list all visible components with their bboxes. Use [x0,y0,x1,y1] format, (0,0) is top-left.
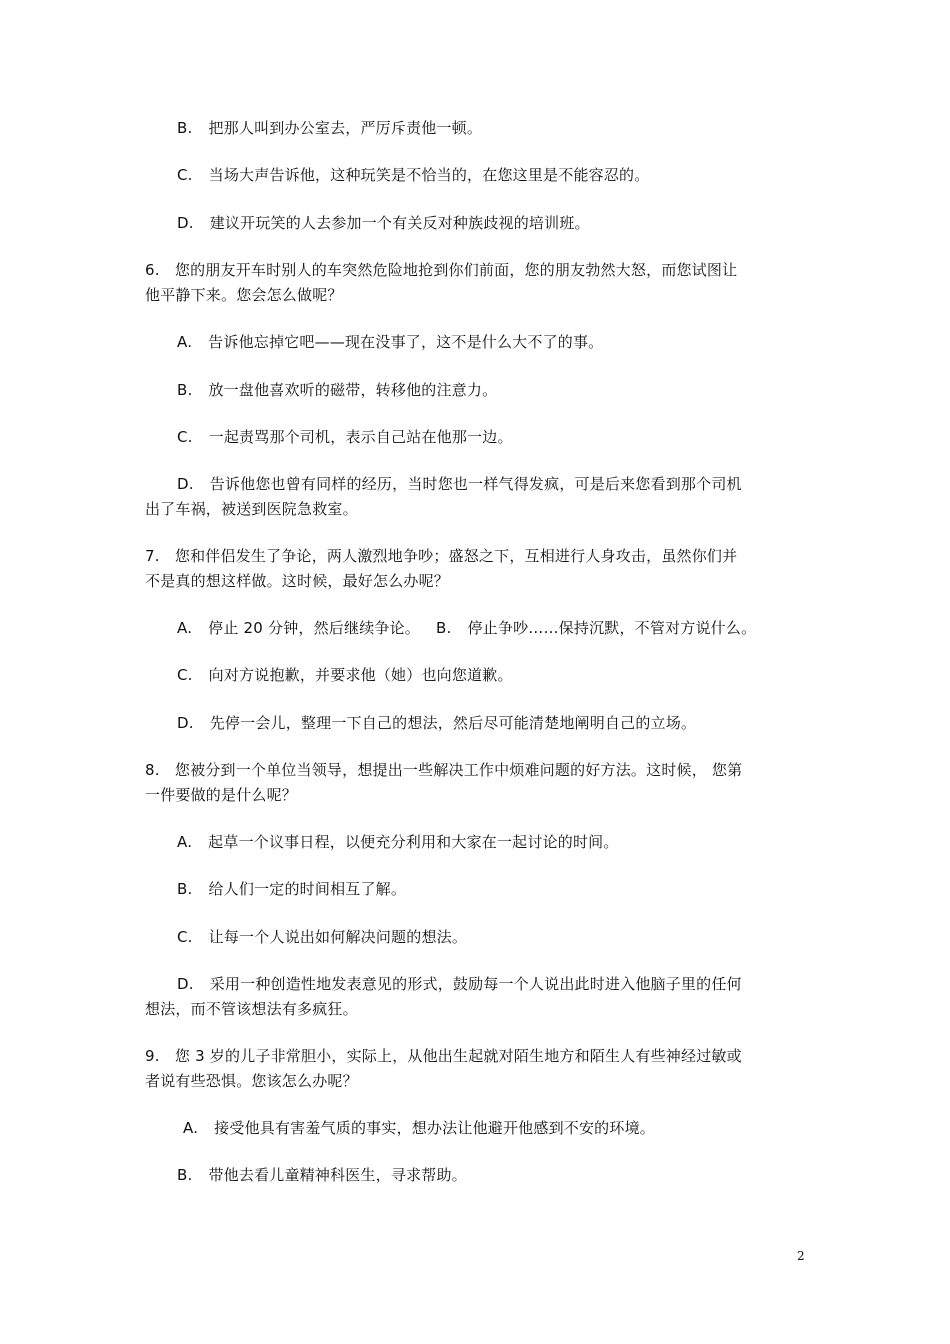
option-text: 带他去看儿童精神科医生，寻求帮助。 [208,1166,467,1184]
option-text: 停止争吵……保持沉默，不管对方说什么。 [467,619,757,637]
option-text: 向对方说抱歉，并要求他（她）也向您道歉。 [208,666,513,684]
option-text: 把那人叫到办公室去，严厉斥责他一顿。 [208,119,483,137]
q9-option-b [177,1163,467,1187]
page-number: 2 [797,1249,805,1263]
option-label: B. [177,119,193,137]
option-text: 先停一会儿，整理一下自己的想法，然后尽可能清楚地阐明自己的立场。 [209,714,697,732]
option-label: A. [177,333,193,351]
q6-option-a [177,330,603,354]
option-label: D. [177,714,194,732]
option-text: 接受他具有害羞气质的事实，想办法让他避开他感到不安的环境。 [214,1119,655,1137]
option-label: C. [177,428,193,446]
option-text: 停止 20 分钟，然后继续争论。 [208,619,420,637]
option-label: D. [177,475,194,493]
option-text: 采用一种创造性地发表意见的形式，鼓励每一个人说出此时进入他脑子里的任何 [209,975,742,993]
q6-option-d-continued: 出了车祸，被送到医院急救室。 [145,500,358,518]
q6-stem-line-2: 他平静下来。您会怎么做呢？ [145,286,343,304]
q6-option-d [177,472,742,496]
q9-option-a [183,1116,655,1140]
option-label: C. [177,166,193,184]
q6-stem-line-1: 6. 您的朋友开车时别人的车突然危险地抢到你们前面，您的朋友勃然大怒，而您试图让 [145,261,738,279]
option-label: B. [177,1166,193,1184]
q9-stem-line-1: 9. 您 3 岁的儿子非常胆小，实际上，从他出生起就对陌生地方和陌生人有些神经过敏或 [145,1047,742,1065]
option-text: 建议开玩笑的人去参加一个有关反对种族歧视的培训班。 [209,214,590,232]
q8-stem-line-1: 8. 您被分到一个单位当领导，想提出一些解决工作中烦难问题的好方法。这时候， 您第 [145,761,743,779]
option-label: D. [177,214,194,232]
q5-option-b [177,116,482,140]
q7-options-a-b [177,616,756,640]
option-label: A. [183,1119,199,1137]
option-label: C. [177,666,193,684]
option-text: 起草一个议事日程，以便充分利用和大家在一起讨论的时间。 [208,833,619,851]
q6-option-b [177,378,497,402]
option-text: 当场大声告诉他，这种玩笑是不恰当的，在您这里是不能容忍的。 [208,166,650,184]
q9-stem-line-2: 者说有些恐惧。您该怎么办呢？ [145,1072,358,1090]
option-text: 一起责骂那个司机，表示自己站在他那一边。 [208,428,513,446]
option-text: 让每一个人说出如何解决问题的想法。 [208,928,468,946]
option-text: 告诉他您也曾有同样的经历，当时您也一样气得发疯，可是后来您看到那个司机 [209,475,742,493]
q7-option-d [177,711,696,735]
q8-option-c [177,925,467,949]
q5-option-c [177,163,649,187]
option-label: B. [436,619,452,637]
option-text: 告诉他忘掉它吧——现在没事了，这不是什么大不了的事。 [208,333,604,351]
q8-option-d [177,972,742,996]
option-text: 放一盘他喜欢听的磁带，转移他的注意力。 [208,381,498,399]
q7-stem-line-2: 不是真的想这样做。这时候，最好怎么办呢？ [145,572,450,590]
q7-option-c [177,663,513,687]
q5-option-d [177,211,590,235]
q8-option-a [177,830,619,854]
q7-stem-line-1: 7. 您和伴侣发生了争论，两人激烈地争吵；盛怒之下，互相进行人身攻击，虽然你们并 [145,547,738,565]
option-label: B. [177,880,193,898]
option-label: C. [177,928,193,946]
q8-option-b [177,877,406,901]
option-text: 给人们一定的时间相互了解。 [208,880,407,898]
option-label: A. [177,619,193,637]
option-label: A. [177,833,193,851]
q8-option-d-continued: 想法，而不管该想法有多疯狂。 [145,1000,358,1018]
option-label: D. [177,975,194,993]
q6-option-c [177,425,513,449]
q8-stem-line-2: 一件要做的是什么呢？ [145,786,298,804]
option-label: B. [177,381,193,399]
